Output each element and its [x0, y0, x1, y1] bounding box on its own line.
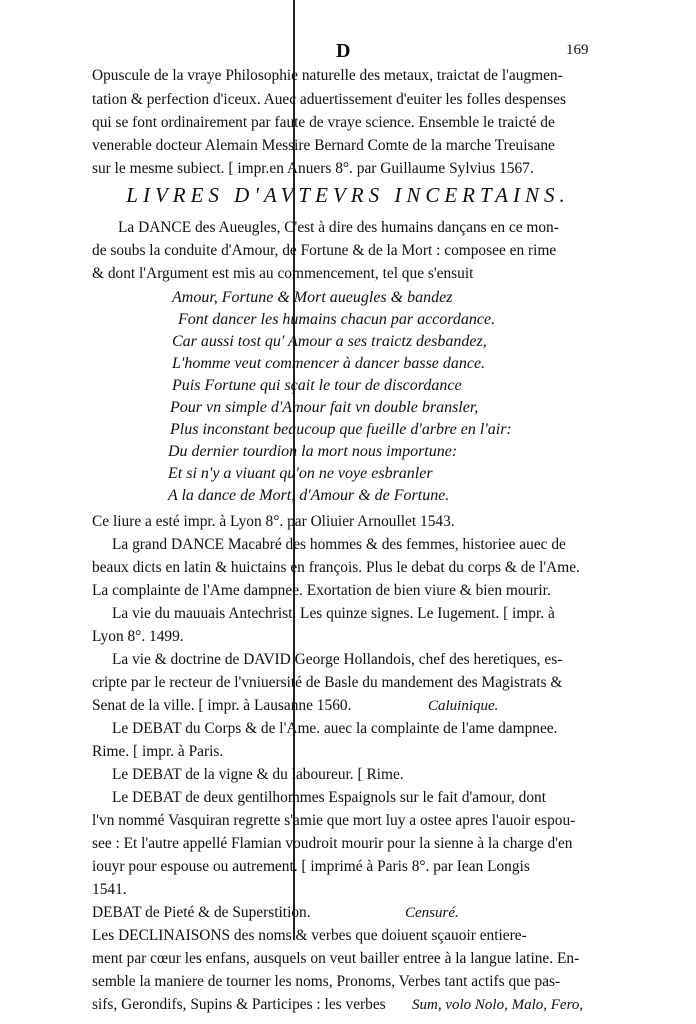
text-line: Ce liure a esté impr. à Lyon 8°. par Oliuier Arnoullet 1543. [92, 513, 455, 530]
text-line: cripte par le recteur de l'vniuersité de Basle du mandement des Magistrats & [92, 674, 563, 691]
verse-line: Font dancer les humains chacun par accordance. [178, 311, 496, 328]
marginal-note: Censuré. [405, 905, 459, 921]
text-line: La DANCE des Aueugles, C'est à dire des humains dançans en ce mon- [118, 219, 559, 236]
page-header-letter: D [336, 40, 351, 62]
text-line: sur le mesme subiect. [ impr.en Anuers 8°. par Guillaume Sylvius 1567. [92, 160, 534, 177]
text-line: Le DEBAT de deux gentilhommes Espaignols sur le fait d'amour, dont [112, 789, 547, 806]
text-line: see : Et l'autre appellé Flamian voudroit mourir pour la sienne à la charge d'en [92, 835, 573, 852]
text-line: La vie & doctrine de DAVID George Hollandois, chef des heretiques, es- [112, 651, 563, 668]
text-line: Senat de la ville. [ impr. à Lausanne 1560. [92, 697, 352, 714]
text-line: l'vn nommé Vasquiran regrette s'amie que mort luy a ostee apres l'auoir espou- [92, 812, 576, 829]
text-line: Le DEBAT de la vigne & du laboureur. [ Rime. [112, 766, 404, 783]
text-line: Le DEBAT du Corps & de l'Ame. auec la complainte de l'ame dampnee. [112, 720, 558, 737]
page-number: 169 [566, 42, 589, 58]
text-line: tation & perfection d'iceux. Auec aduertissement d'euiter les folles despenses [92, 91, 566, 108]
text-line: La grand DANCE Macabré des hommes & des femmes, historiee auec de [112, 536, 566, 553]
text-line: Les DECLINAISONS des noms & verbes que doiuent sçauoir entiere- [92, 927, 527, 944]
text-line: DEBAT de Pieté & de Superstition. [92, 904, 311, 921]
text-line: Lyon 8°. 1499. [92, 628, 184, 645]
text-line: sifs, Gerondifs, Supins & Participes : les verbes [92, 996, 386, 1013]
verse-line: Du dernier tourdion la mort nous importune: [168, 443, 458, 460]
text-line: qui se font ordinairement par faute de vraye science. Ensemble le traicté de [92, 114, 555, 131]
section-heading: LIVRES D'AVTEVRS INCERTAINS. [126, 183, 570, 207]
text-line: venerable docteur Alemain Messire Bernard Comte de la marche Treuisane [92, 137, 555, 154]
italic-latin-verbs: Sum, volo Nolo, Malo, Fero, [412, 997, 584, 1013]
verse-line: Et si n'y a viuant qu'on ne voye esbranler [168, 465, 433, 482]
verse-line: Puis Fortune qui sçait le tour de discordance [172, 377, 462, 394]
text-line: Rime. [ impr. à Paris. [92, 743, 224, 760]
text-line: iouyr pour espouse ou autrement. [ imprimé à Paris 8°. par Iean Longis [92, 858, 530, 875]
text-line: beaux dicts en latin & huictains en françois. Plus le debat du corps & de l'Ame. [92, 559, 580, 576]
verse-line: A la dance de Mort, d'Amour & de Fortune. [168, 487, 450, 504]
verse-line: L'homme veut commencer à dancer basse dance. [172, 355, 486, 372]
text-line: & dont l'Argument est mis au commencement, tel que s'ensuit [92, 265, 474, 282]
verse-line: Car aussi tost qu' Amour a ses traictz desbandez, [172, 333, 487, 350]
text-line: ment par cœur les enfans, ausquels on veut bailler entree à la langue latine. En- [92, 950, 580, 967]
verse-line: Amour, Fortune & Mort aueugles & bandez [172, 289, 453, 306]
text-line: semble la maniere de tourner les noms, Pronoms, Verbes tant actifs que pas- [92, 973, 561, 990]
text-line: La vie du mauuais Antechrist. Les quinze signes. Le Iugement. [ impr. à [112, 605, 555, 622]
verse-line: Plus inconstant beaucoup que fueille d'arbre en l'air: [170, 421, 512, 438]
text-line: de soubs la conduite d'Amour, de Fortune & de la Mort : composee en rime [92, 242, 557, 259]
text-line: La complainte de l'Ame dampnee. Exortation de bien viure & bien mourir. [92, 582, 551, 599]
text-line: Opuscule de la vraye Philosophie naturelle des metaux, traictat de l'augmen- [92, 67, 563, 84]
text-line: 1541. [92, 881, 127, 898]
marginal-note: Caluinique. [428, 698, 499, 714]
verse-line: Pour vn simple d'Amour fait vn double bransler, [170, 399, 479, 416]
